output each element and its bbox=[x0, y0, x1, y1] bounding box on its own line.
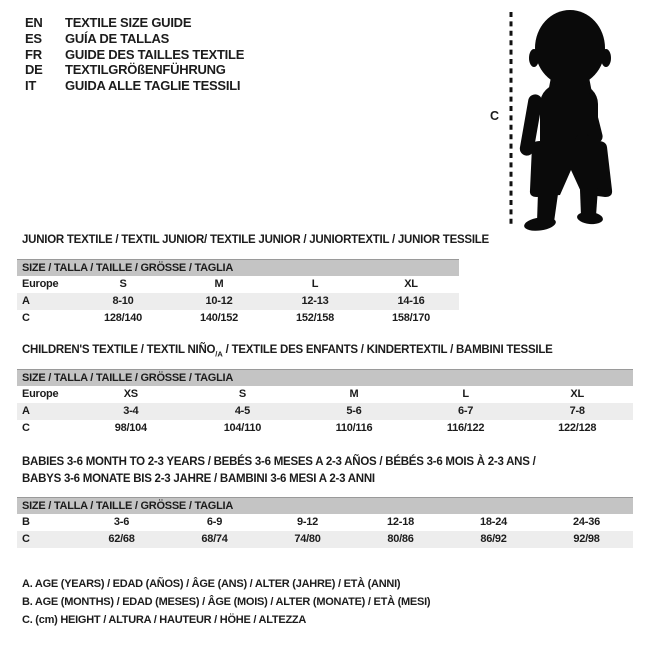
size-value: M bbox=[349, 388, 359, 400]
language-row-en bbox=[25, 15, 244, 31]
size-value: 5-6 bbox=[298, 403, 410, 420]
size-value: 6-9 bbox=[206, 516, 223, 528]
table-row bbox=[17, 514, 633, 531]
junior-size-table bbox=[17, 259, 459, 327]
size-value: 10-12 bbox=[171, 293, 267, 310]
table-row bbox=[17, 276, 459, 293]
legend-line-b: B. AGE (MONTHS) / EDAD (MESES) / ÂGE (MOIS) / ALTER (MONATE) / ETÀ (MESI) bbox=[22, 596, 431, 608]
language-code-fr: FR bbox=[25, 46, 42, 62]
toddler-silhouette bbox=[519, 10, 612, 233]
size-value: 3-6 bbox=[113, 516, 130, 528]
size-value: XL bbox=[404, 278, 418, 290]
size-value: L bbox=[462, 388, 469, 400]
size-value: 7-8 bbox=[521, 403, 633, 420]
language-title-fr: GUIDE DES TAILLES TEXTILE bbox=[65, 46, 245, 62]
legend-line-a: A. AGE (YEARS) / EDAD (AÑOS) / ÂGE (ANS) / ALTER (JAHRE) / ETÀ (ANNI) bbox=[22, 578, 401, 590]
size-header-cell: SIZE / TALLA / TAILLE / GRÖSSE / TAGLIA bbox=[17, 370, 633, 386]
table-row bbox=[17, 386, 633, 403]
size-value: 6-7 bbox=[410, 403, 522, 420]
size-value: 152/158 bbox=[295, 312, 334, 324]
children-table-title bbox=[22, 342, 553, 362]
babies-title-line2: BABYS 3-6 MONATE BIS 2-3 JAHRE / BAMBINI 3-6 MESI A 2-3 ANNI bbox=[22, 473, 375, 485]
height-figure bbox=[480, 4, 635, 234]
size-header-row bbox=[17, 498, 633, 514]
size-value: 74/80 bbox=[261, 531, 354, 548]
size-header-row bbox=[17, 260, 459, 276]
size-value: 9-12 bbox=[296, 516, 319, 528]
size-value: XL bbox=[570, 388, 584, 400]
table-row bbox=[17, 310, 459, 327]
row-label: C bbox=[17, 531, 75, 548]
language-code-es: ES bbox=[25, 30, 42, 46]
size-value: XS bbox=[123, 388, 138, 400]
size-value: S bbox=[119, 278, 127, 290]
babies-title-line1: BABIES 3-6 MONTH TO 2-3 YEARS / BEBÉS 3-6 MESES A 2-3 AÑOS / BÉBÉS 3-6 MOIS À 2-3 ANS / bbox=[22, 456, 536, 468]
size-value: 24-36 bbox=[573, 516, 600, 528]
size-value: 18-24 bbox=[480, 516, 507, 528]
size-value: 98/104 bbox=[114, 422, 147, 434]
size-value: 110/116 bbox=[335, 422, 373, 434]
language-title-es: GUÍA DE TALLAS bbox=[65, 30, 170, 46]
size-value: 12-13 bbox=[267, 293, 363, 310]
size-header-row bbox=[17, 370, 633, 386]
size-header-cell: SIZE / TALLA / TAILLE / GRÖSSE / TAGLIA bbox=[17, 260, 459, 276]
size-value: L bbox=[311, 278, 319, 290]
legend-line-c: C. (cm) HEIGHT / ALTURA / HAUTEUR / HÖHE / ALTEZZA bbox=[22, 614, 307, 626]
size-header-cell: SIZE / TALLA / TAILLE / GRÖSSE / TAGLIA bbox=[17, 498, 633, 514]
language-row-es bbox=[25, 31, 244, 47]
table-row bbox=[17, 293, 459, 310]
row-label: C bbox=[22, 422, 30, 434]
language-title-it: GUIDA ALLE TAGLIE TESSILI bbox=[65, 78, 241, 94]
babies-size-table bbox=[17, 497, 633, 548]
language-row-it bbox=[25, 78, 244, 94]
measurement-legend bbox=[22, 575, 430, 629]
children-title-text: / TEXTILE DES ENFANTS / KINDERTEXTIL / BAMBINI TESSILE bbox=[222, 344, 553, 356]
size-value: 116/122 bbox=[446, 422, 485, 434]
size-value: 4-5 bbox=[187, 403, 299, 420]
size-value: 80/86 bbox=[354, 531, 447, 548]
size-value: 14-16 bbox=[363, 293, 459, 310]
size-value: 62/68 bbox=[75, 531, 168, 548]
size-value: 128/140 bbox=[103, 312, 142, 324]
height-marker-label: C bbox=[490, 109, 499, 123]
language-code-en: EN bbox=[25, 15, 43, 30]
size-value: 104/110 bbox=[223, 422, 262, 434]
language-row-de bbox=[25, 62, 244, 78]
babies-table-title bbox=[22, 454, 622, 488]
size-value: 158/170 bbox=[391, 312, 430, 324]
row-label: C bbox=[22, 312, 30, 324]
size-value: 86/92 bbox=[447, 531, 540, 548]
language-row-fr bbox=[25, 47, 244, 63]
size-value: S bbox=[238, 388, 246, 400]
size-value: 140/152 bbox=[199, 312, 238, 324]
size-value: 122/128 bbox=[558, 422, 597, 434]
children-size-table bbox=[17, 369, 633, 437]
language-code-de: DE bbox=[25, 62, 43, 78]
size-value: 3-4 bbox=[75, 403, 187, 420]
table-row bbox=[17, 403, 633, 420]
language-code-it: IT bbox=[25, 78, 37, 94]
table-row bbox=[17, 420, 633, 437]
language-title-de: TEXTILGRÖßENFÜHRUNG bbox=[65, 62, 226, 78]
children-title-text: CHILDREN'S TEXTILE / TEXTIL NIÑO bbox=[22, 344, 216, 356]
row-label: B bbox=[22, 516, 30, 528]
row-label: Europe bbox=[22, 388, 59, 400]
children-title-subscript: /A bbox=[215, 349, 223, 359]
size-value: 8-10 bbox=[75, 293, 171, 310]
size-value: 12-18 bbox=[387, 516, 414, 528]
junior-table-title: JUNIOR TEXTILE / TEXTIL JUNIOR/ TEXTILE JUNIOR / JUNIORTEXTIL / JUNIOR TESSILE bbox=[22, 234, 489, 246]
row-label: A bbox=[17, 403, 75, 420]
row-label: Europe bbox=[22, 278, 59, 290]
language-title-list bbox=[25, 15, 244, 94]
size-value: M bbox=[214, 278, 224, 290]
height-figure-graphic bbox=[480, 4, 635, 234]
size-value: 92/98 bbox=[540, 531, 633, 548]
size-value: 68/74 bbox=[168, 531, 261, 548]
table-row bbox=[17, 531, 633, 548]
language-title-en: TEXTILE SIZE GUIDE bbox=[65, 15, 192, 30]
row-label: A bbox=[17, 293, 75, 310]
